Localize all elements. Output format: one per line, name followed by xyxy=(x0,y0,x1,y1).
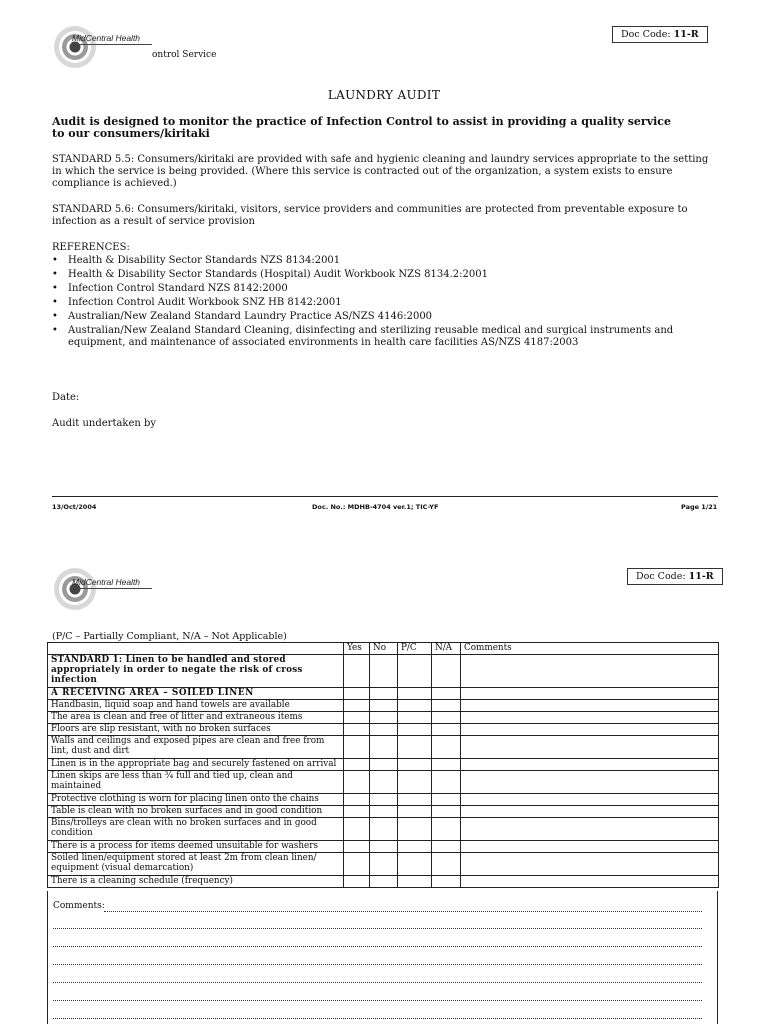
mdhb-logo xyxy=(52,24,162,72)
yes-cell[interactable] xyxy=(344,759,370,771)
pc-cell[interactable] xyxy=(398,688,432,700)
intro-statement: Audit is designed to monitor the practice of Infection Control to assist in providing a quality service to our consumers/kiritaki xyxy=(52,115,671,140)
row-item: There is a process for items deemed unsuitable for washers xyxy=(48,841,344,853)
no-cell[interactable] xyxy=(370,655,398,688)
target-logo-icon xyxy=(52,24,98,70)
no-cell[interactable] xyxy=(370,759,398,771)
logo-rule xyxy=(72,588,152,589)
row-item: Linen skips are less than ¾ full and tied up, clean and maintained xyxy=(48,771,344,794)
no-cell[interactable] xyxy=(370,688,398,700)
header-pc: P/C xyxy=(398,643,432,655)
no-cell[interactable] xyxy=(370,841,398,853)
comment-line[interactable] xyxy=(53,964,702,965)
na-cell[interactable] xyxy=(432,655,461,688)
footer-date: 13/Oct/2004 xyxy=(52,503,97,511)
table-row xyxy=(48,818,719,841)
standard-row xyxy=(48,655,719,688)
header-no: No xyxy=(370,643,398,655)
footer-doc-number: Doc. No.: MDHB-4704 ver.1; TIC-YF xyxy=(312,503,439,511)
doc-code-value: 11-R xyxy=(673,29,699,40)
na-cell[interactable] xyxy=(432,736,461,759)
reference-item: • Australian/New Zealand Standard Laundry Practice AS/NZS 4146:2000 xyxy=(52,311,712,323)
yes-cell[interactable] xyxy=(344,876,370,888)
header-yes: Yes xyxy=(344,643,370,655)
comment-line[interactable] xyxy=(53,1018,702,1019)
pc-cell[interactable] xyxy=(398,712,432,724)
mdhb-logo xyxy=(52,566,162,614)
table-row xyxy=(48,724,719,736)
logo-rule xyxy=(72,44,152,45)
yes-cell[interactable] xyxy=(344,688,370,700)
na-cell[interactable] xyxy=(432,876,461,888)
service-name: ontrol Service xyxy=(152,50,217,60)
pc-cell[interactable] xyxy=(398,700,432,712)
pc-cell[interactable] xyxy=(398,853,432,876)
comments-section xyxy=(47,891,718,1024)
row-item: Soiled linen/equipment stored at least 2m from clean linen/ equipment (visual demarcation) xyxy=(48,853,344,876)
comments-cell[interactable] xyxy=(461,876,719,888)
comment-line[interactable] xyxy=(104,911,702,912)
comments-label: Comments: xyxy=(53,901,105,911)
pc-cell[interactable] xyxy=(398,841,432,853)
row-item: The area is clean and free of litter and extraneous items xyxy=(48,712,344,724)
doc-code-box xyxy=(627,568,723,585)
row-item: Linen is in the appropriate bag and securely fastened on arrival xyxy=(48,759,344,771)
pc-cell[interactable] xyxy=(398,794,432,806)
header-na: N/A xyxy=(432,643,461,655)
no-cell[interactable] xyxy=(370,724,398,736)
doc-code-label: Doc Code: xyxy=(621,29,671,40)
footer-page-number: Page 1/21 xyxy=(681,503,718,511)
pc-cell[interactable] xyxy=(398,759,432,771)
yes-cell[interactable] xyxy=(344,736,370,759)
yes-cell[interactable] xyxy=(344,771,370,794)
yes-cell[interactable] xyxy=(344,853,370,876)
row-item: Floors are slip resistant, with no broken surfaces xyxy=(48,724,344,736)
comment-line[interactable] xyxy=(53,928,702,929)
logo-wordmark: MidCentral Health xyxy=(72,577,141,587)
section-title: A RECEIVING AREA – SOILED LINEN xyxy=(48,688,344,700)
na-cell[interactable] xyxy=(432,841,461,853)
table-row xyxy=(48,876,719,888)
pc-cell[interactable] xyxy=(398,806,432,818)
comments-cell[interactable] xyxy=(461,853,719,876)
na-cell[interactable] xyxy=(432,806,461,818)
no-cell[interactable] xyxy=(370,736,398,759)
reference-item: • Infection Control Audit Workbook SNZ HB 8142:2001 xyxy=(52,297,712,309)
na-cell[interactable] xyxy=(432,759,461,771)
na-cell[interactable] xyxy=(432,700,461,712)
yes-cell[interactable] xyxy=(344,655,370,688)
table-row xyxy=(48,853,719,876)
standard-5-6: STANDARD 5.6: Consumers/kiritaki, visitors, service providers and communities are protected from preventable exposure to infection as a result of service provision xyxy=(52,204,688,227)
na-cell[interactable] xyxy=(432,818,461,841)
comments-cell[interactable] xyxy=(461,736,719,759)
table-row xyxy=(48,841,719,853)
na-cell[interactable] xyxy=(432,724,461,736)
yes-cell[interactable] xyxy=(344,712,370,724)
header-item xyxy=(48,643,344,655)
table-row xyxy=(48,759,719,771)
comments-cell[interactable] xyxy=(461,700,719,712)
yes-cell[interactable] xyxy=(344,700,370,712)
row-item: Table is clean with no broken surfaces and in good condition xyxy=(48,806,344,818)
doc-code-label: Doc Code: xyxy=(636,571,686,582)
references-list xyxy=(52,255,712,351)
no-cell[interactable] xyxy=(370,700,398,712)
page-title: LAUNDRY AUDIT xyxy=(327,88,441,102)
na-cell[interactable] xyxy=(432,688,461,700)
comments-cell[interactable] xyxy=(461,818,719,841)
doc-code-value: 11-R xyxy=(688,571,714,582)
no-cell[interactable] xyxy=(370,818,398,841)
legend-note: (P/C – Partially Compliant, N/A – Not Applicable) xyxy=(52,631,287,642)
row-item: Walls and ceilings and exposed pipes are clean and free from lint, dust and dirt xyxy=(48,736,344,759)
header-comments: Comments xyxy=(461,643,719,655)
pc-cell[interactable] xyxy=(398,771,432,794)
na-cell[interactable] xyxy=(432,712,461,724)
comments-cell[interactable] xyxy=(461,806,719,818)
yes-cell[interactable] xyxy=(344,724,370,736)
no-cell[interactable] xyxy=(370,771,398,794)
audit-checklist-table xyxy=(47,642,719,888)
yes-cell[interactable] xyxy=(344,818,370,841)
yes-cell[interactable] xyxy=(344,806,370,818)
yes-cell[interactable] xyxy=(344,794,370,806)
doc-code-box xyxy=(612,26,708,43)
na-cell[interactable] xyxy=(432,794,461,806)
row-item: Protective clothing is worn for placing linen onto the chains xyxy=(48,794,344,806)
comment-line[interactable] xyxy=(53,982,702,983)
pc-cell[interactable] xyxy=(398,876,432,888)
pc-cell[interactable] xyxy=(398,818,432,841)
no-cell[interactable] xyxy=(370,853,398,876)
row-item: There is a cleaning schedule (frequency) xyxy=(48,876,344,888)
comments-cell[interactable] xyxy=(461,688,719,700)
na-cell[interactable] xyxy=(432,771,461,794)
reference-item: • Infection Control Standard NZS 8142:2000 xyxy=(52,283,712,295)
no-cell[interactable] xyxy=(370,712,398,724)
audit-by-label: Audit undertaken by xyxy=(52,418,157,429)
comments-cell[interactable] xyxy=(461,759,719,771)
logo-wordmark: MidCentral Health xyxy=(72,33,141,43)
section-row xyxy=(48,688,719,700)
target-logo-icon xyxy=(52,566,98,612)
standard-title: STANDARD 1: Linen to be handled and stored appropriately in order to negate the risk of cross infection xyxy=(48,655,344,688)
no-cell[interactable] xyxy=(370,806,398,818)
footer-rule xyxy=(52,496,718,497)
comments-cell[interactable] xyxy=(461,712,719,724)
table-row xyxy=(48,794,719,806)
pc-cell[interactable] xyxy=(398,736,432,759)
comments-cell[interactable] xyxy=(461,771,719,794)
pc-cell[interactable] xyxy=(398,724,432,736)
no-cell[interactable] xyxy=(370,794,398,806)
no-cell[interactable] xyxy=(370,876,398,888)
reference-item: • Australian/New Zealand Standard Cleaning, disinfecting and sterilizing reusable medical and surgical instruments and equipment, and maintenance of associated environments in health care facilities AS/NZS 4187:2003 xyxy=(52,325,712,349)
comments-cell[interactable] xyxy=(461,794,719,806)
pc-cell[interactable] xyxy=(398,655,432,688)
table-row xyxy=(48,712,719,724)
comments-cell[interactable] xyxy=(461,655,719,688)
row-item: Bins/trolleys are clean with no broken surfaces and in good condition xyxy=(48,818,344,841)
table-row xyxy=(48,736,719,759)
comment-line[interactable] xyxy=(53,1000,702,1001)
comment-line[interactable] xyxy=(53,946,702,947)
row-item: Handbasin, liquid soap and hand towels are available xyxy=(48,700,344,712)
table-row xyxy=(48,700,719,712)
table-row xyxy=(48,771,719,794)
references-heading: REFERENCES: xyxy=(52,242,130,253)
na-cell[interactable] xyxy=(432,853,461,876)
comments-cell[interactable] xyxy=(461,841,719,853)
standard-5-5: STANDARD 5.5: Consumers/kiritaki are provided with safe and hygienic cleaning and laundry services appropriate to the setting in which the service is being provided. (Where this service is contracted out of the organization, a system exists to ensure compliance is achieved.) xyxy=(52,154,709,189)
table-row xyxy=(48,806,719,818)
table-header-row xyxy=(48,643,719,655)
reference-item: • Health & Disability Sector Standards NZS 8134:2001 xyxy=(52,255,712,267)
reference-item: • Health & Disability Sector Standards (Hospital) Audit Workbook NZS 8134.2:2001 xyxy=(52,269,712,281)
date-label: Date: xyxy=(52,392,80,403)
comments-cell[interactable] xyxy=(461,724,719,736)
yes-cell[interactable] xyxy=(344,841,370,853)
